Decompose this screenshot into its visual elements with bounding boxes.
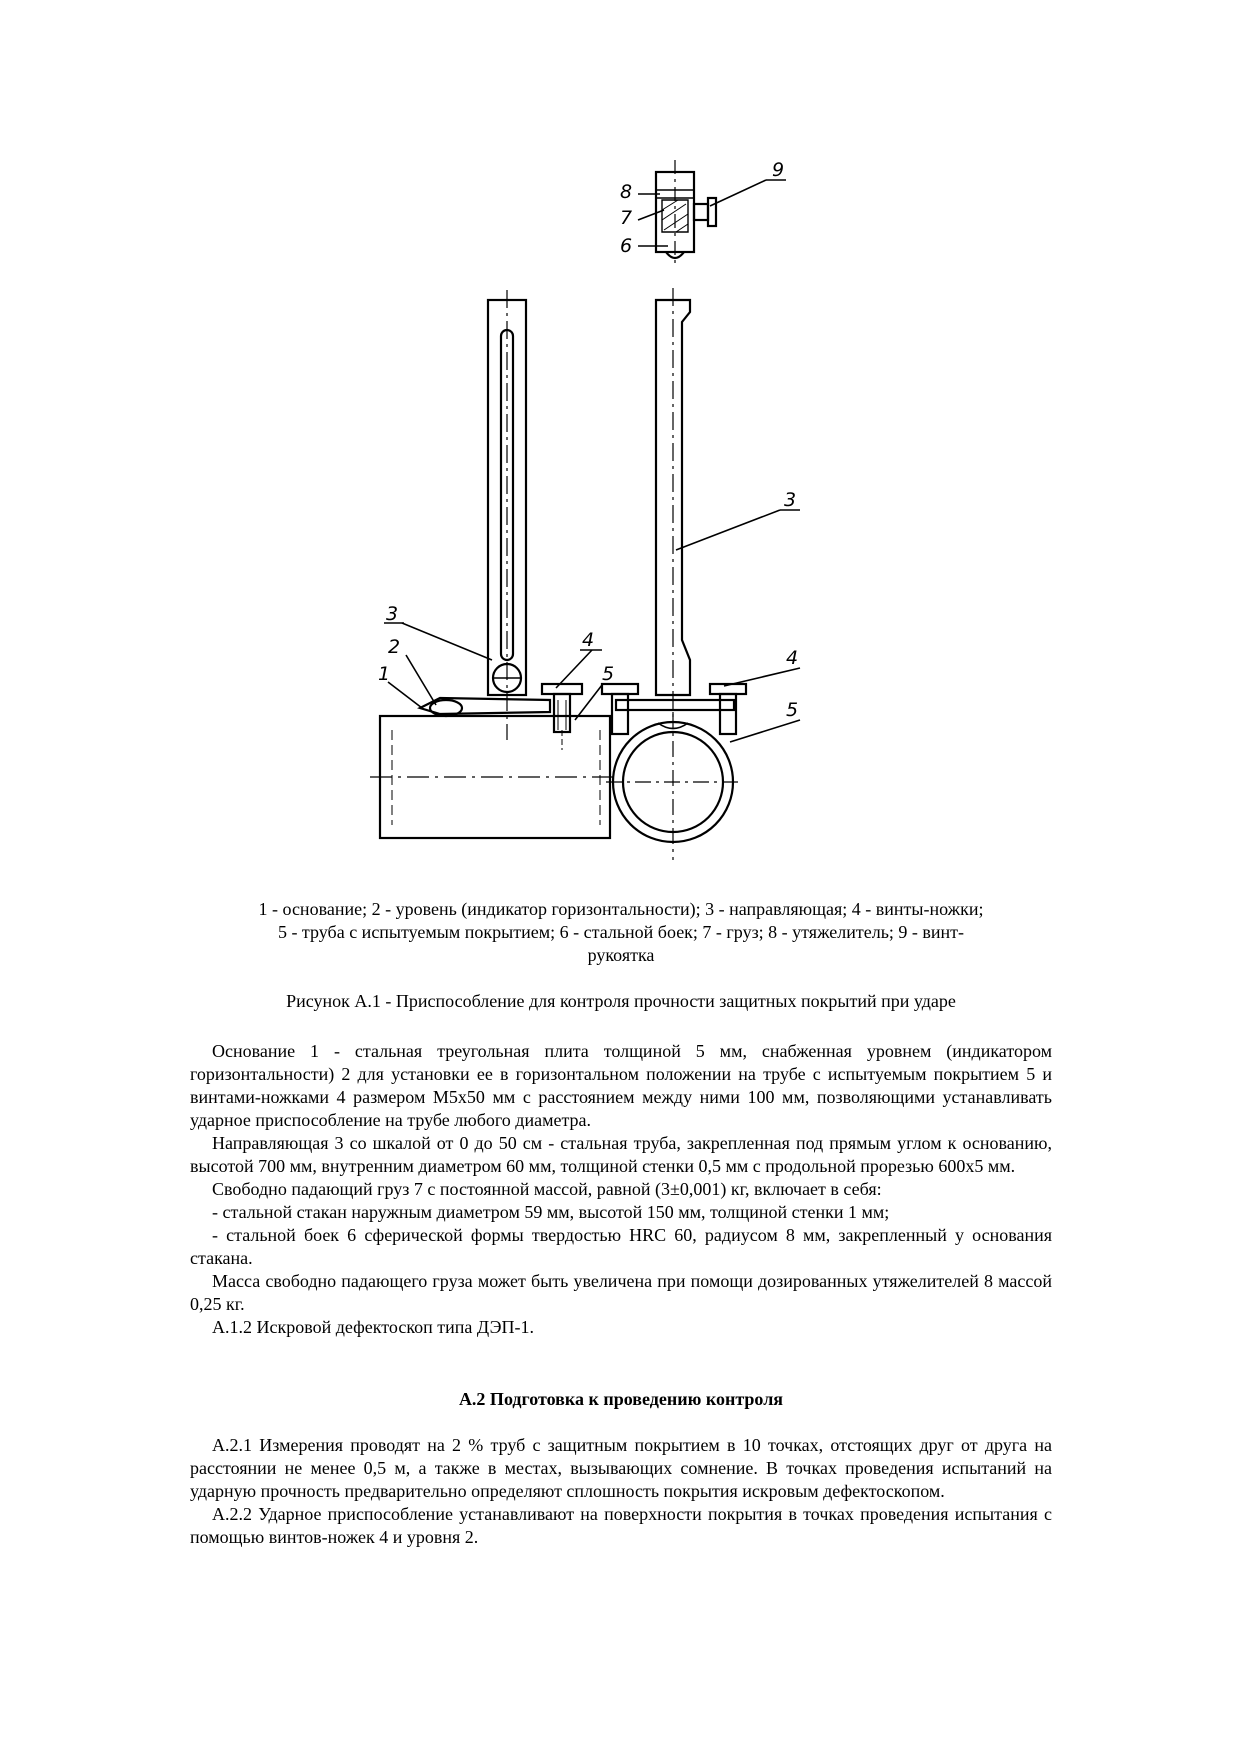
paragraph: Направляющая 3 со шкалой от 0 до 50 см - стальная труба, закрепленная под прямым углом к основанию, высотой 700 мм, внутренним диаметром 60 мм, толщиной стенки 0,5 мм с продольной прорезью 600х5 мм. (190, 1133, 1052, 1176)
right-front-view (602, 159, 800, 860)
callout-9: 9 (772, 159, 785, 181)
left-side-view (370, 290, 620, 838)
callout-5-left: 5 (602, 663, 615, 685)
callout-5-right: 5 (786, 699, 799, 721)
paragraph: Масса свободно падающего груза может быть увеличена при помощи дозированных утяжелителей 8 массой 0,25 кг. (190, 1271, 1052, 1314)
body-text-2 (190, 1434, 1052, 1549)
body-text-1 (190, 1040, 1052, 1339)
legend-line: 1 - основание; 2 - уровень (индикатор горизонтальности); 3 - направляющая; 4 - винты-ножки; (258, 899, 984, 919)
figure-legend (190, 898, 1052, 967)
callout-3-right: 3 (784, 489, 797, 511)
callout-1-left: 1 (378, 663, 391, 685)
paragraph: А.2.1 Измерения проводят на 2 % труб с защитным покрытием в 10 точках, отстоящих друг от друга на расстоянии не менее 0,5 м, а также в местах, вызывающих сомнение. В точках проведения испытаний на ударную прочность предварительно определяют сплошность покрытия искровым дефектоскопом. (190, 1435, 1052, 1501)
callout-4-left: 4 (582, 629, 595, 651)
paragraph: А.1.2 Искровой дефектоскоп типа ДЭП-1. (212, 1317, 535, 1337)
callout-2-left: 2 (388, 636, 401, 658)
technical-drawing (380, 160, 900, 880)
legend-line: 5 - труба с испытуемым покрытием; 6 - стальной боек; 7 - груз; 8 - утяжелитель; 9 - винт- (277, 922, 965, 942)
callout-4-right: 4 (786, 647, 799, 669)
paragraph: Свободно падающий груз 7 с постоянной массой, равной (3±0,001) кг, включает в себя: (212, 1179, 882, 1199)
callout-7: 7 (620, 207, 633, 229)
section-title: А.2 Подготовка к проведению контроля (458, 1389, 784, 1409)
legend-line: рукоятка (587, 945, 655, 965)
callout-8: 8 (620, 181, 633, 203)
paragraph: Основание 1 - стальная треугольная плита толщиной 5 мм, снабженная уровнем (индикатором горизонтальности) 2 для установки ее в горизонтальном положении на трубе с испытуемым покрытием 5 и винтами-ножками 4 размером М5х50 мм с расстоянием между ними 100 мм, позволяющими устанавливать ударное приспособление на трубе любого диаметра. (190, 1041, 1052, 1130)
leg-screw-head-left (542, 684, 582, 694)
callout-6: 6 (620, 235, 633, 257)
callout-3-left: 3 (386, 603, 399, 625)
base-plate-right (616, 700, 734, 710)
paragraph: А.2.2 Ударное приспособление устанавливают на поверхности покрытия в точках проведения испытания с помощью винтов-ножек 4 и уровня 2. (190, 1504, 1052, 1547)
figure-caption: Рисунок А.1 - Приспособление для контроля прочности защитных покрытий при ударе (286, 991, 956, 1011)
paragraph: - стальной боек 6 сферической формы твердостью HRC 60, радиусом 8 мм, закрепленный у основания стакана. (190, 1225, 1052, 1268)
paragraph: - стальной стакан наружным диаметром 59 мм, высотой 150 мм, толщиной стенки 1 мм; (212, 1202, 890, 1222)
